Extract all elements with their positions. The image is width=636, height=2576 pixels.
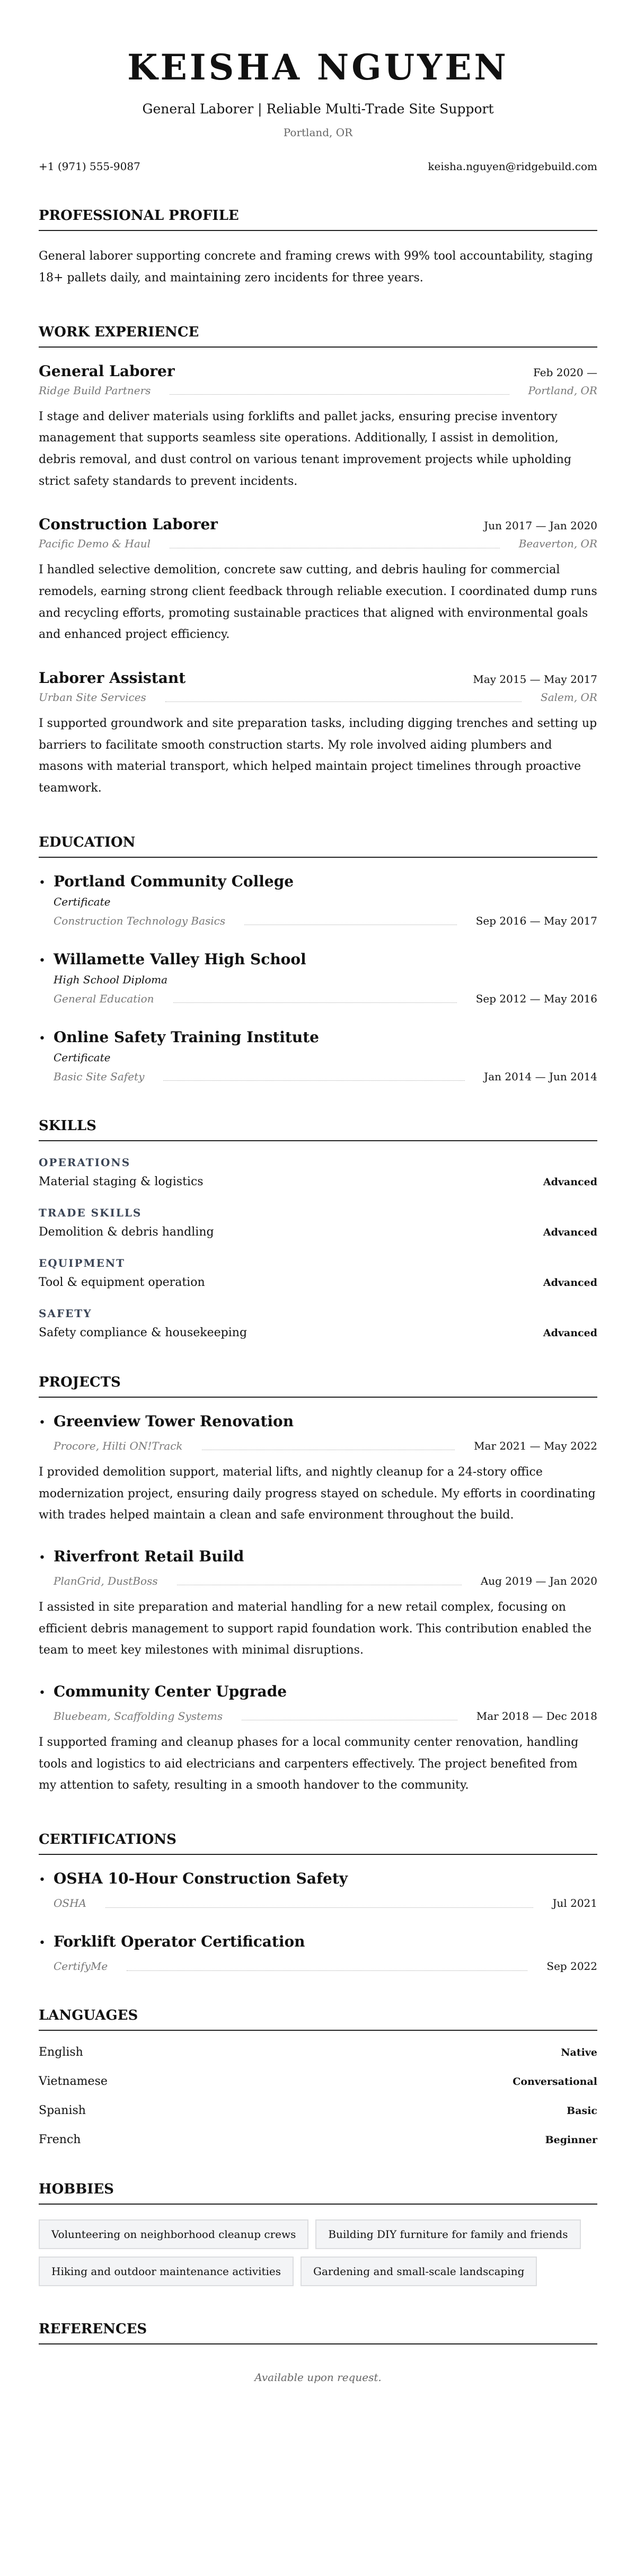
headline: General Laborer | Reliable Multi-Trade Site Support [142, 101, 494, 117]
project-name: Greenview Tower Renovation [54, 1412, 294, 1430]
skill-item [39, 1225, 597, 1239]
language-level: Conversational [513, 2076, 597, 2088]
project-tools: Bluebeam, Scaffolding Systems [54, 1709, 223, 1722]
dotted-leader [170, 394, 509, 395]
bullet-icon: • [39, 1551, 46, 1565]
bullet-icon: • [39, 954, 46, 967]
job-location: Beaverton, OR [518, 537, 597, 550]
hobby-tag: Hiking and outdoor maintenance activities [39, 2257, 294, 2286]
bullet-icon: • [39, 1937, 46, 1950]
bullet-icon: • [39, 1416, 46, 1429]
education-meta [54, 992, 597, 1005]
job-meta [39, 691, 597, 704]
skill-item [39, 1326, 597, 1339]
job-entry [39, 516, 597, 646]
project-name: Riverfront Retail Build [54, 1547, 244, 1565]
education-details [39, 973, 597, 1005]
field-of-study: General Education [54, 992, 154, 1005]
section-heading: EDUCATION [39, 834, 597, 858]
certification-header [39, 1870, 597, 1887]
language-item [39, 2075, 597, 2088]
hobby-tag: Volunteering on neighborhood cleanup crews [39, 2219, 308, 2249]
language-level: Basic [567, 2105, 597, 2117]
section-heading: SKILLS [39, 1118, 597, 1141]
language-name: Vietnamese [39, 2075, 108, 2088]
skill-item [39, 1175, 597, 1188]
skill-level: Advanced [543, 1327, 597, 1339]
company: Pacific Demo & Haul [39, 537, 151, 550]
candidate-name: KEISHA NGUYEN [127, 47, 509, 88]
education-entry [39, 1028, 597, 1083]
company: Ridge Build Partners [39, 384, 151, 397]
section-heading: HOBBIES [39, 2181, 597, 2205]
skill-item [39, 1276, 597, 1289]
education-details [39, 895, 597, 927]
bullet-icon: • [39, 1032, 46, 1045]
job-location: Portland, OR [528, 384, 597, 397]
skill-name: Safety compliance & housekeeping [39, 1326, 248, 1339]
contact-row [39, 160, 597, 173]
education-dates: Sep 2012 — May 2016 [475, 992, 597, 1005]
project-tools: PlanGrid, DustBoss [54, 1574, 158, 1587]
project-meta [39, 1710, 597, 1722]
hobby-tag: Gardening and small-scale landscaping [301, 2257, 537, 2286]
degree: Certificate [54, 895, 111, 908]
job-location: Salem, OR [541, 691, 597, 704]
project-entry [39, 1548, 597, 1662]
job-dates: Jun 2017 — Jan 2020 [484, 519, 597, 532]
education-section [39, 834, 597, 1083]
education-dates: Jan 2014 — Jun 2014 [484, 1070, 597, 1083]
skill-level: Advanced [543, 1176, 597, 1188]
hobbies-section [39, 2181, 597, 2286]
skill-category: TRADE SKILLS [39, 1206, 142, 1219]
profile-text: General laborer supporting concrete and framing crews with 99% tool accountability, staging 18+ pallets daily, and maintaining zero incidents for three years. [39, 250, 593, 285]
project-entry [39, 1413, 597, 1526]
project-dates: Aug 2019 — Jan 2020 [480, 1574, 597, 1587]
section-heading: WORK EXPERIENCE [39, 324, 597, 348]
certification-name: Forklift Operator Certification [54, 1933, 305, 1950]
job-description: I handled selective demolition, concrete saw cutting, and debris hauling for commercial remodels, earning strong client feedback through reliable execution. I coordinated dump runs and recycling efforts, promoting sustainable practices that aligned with environmental goals and enhanced project efficiency. [39, 563, 597, 642]
bullet-icon: • [39, 1873, 46, 1887]
dotted-leader [165, 701, 522, 702]
job-header [39, 362, 597, 380]
company: Urban Site Services [39, 691, 146, 704]
project-name: Community Center Upgrade [54, 1682, 287, 1700]
education-entry [39, 951, 597, 1005]
language-name: English [39, 2046, 83, 2059]
education-entry [39, 873, 597, 927]
job-dates: Feb 2020 — [533, 366, 597, 379]
education-details [39, 1051, 597, 1083]
references-text: Available upon request. [254, 2371, 382, 2384]
project-header [39, 1683, 597, 1700]
job-title: Construction Laborer [39, 516, 218, 534]
skills-section [39, 1118, 597, 1339]
project-dates: Mar 2018 — Dec 2018 [476, 1709, 597, 1722]
certification-name: OSHA 10-Hour Construction Safety [54, 1870, 348, 1887]
section-heading: PROFESSIONAL PROFILE [39, 208, 597, 231]
project-header [39, 1548, 597, 1565]
certification-entry [39, 1933, 597, 1973]
certification-header [39, 1933, 597, 1950]
language-name: Spanish [39, 2104, 86, 2117]
certification-meta [39, 1897, 597, 1909]
references-section [39, 2321, 597, 2384]
education-meta [54, 1070, 597, 1083]
project-description: I assisted in site preparation and material handling for a new retail complex, focusing on efficient debris management to support rapid foundation work. This contribution enabled the team to meet key milestones with minimal disruptions. [39, 1600, 591, 1657]
certification-issuer: CertifyMe [54, 1960, 108, 1973]
education-meta [54, 914, 597, 927]
certification-issuer: OSHA [54, 1897, 86, 1909]
job-entry [39, 362, 597, 493]
degree: High School Diploma [54, 973, 168, 986]
job-description: I supported groundwork and site preparation tasks, including digging trenches and setting up barriers to facilitate smooth construction starts. My role involved aiding plumbers and masons with material transport, which helped maintain project timelines through proactive teamwork. [39, 717, 597, 795]
project-dates: Mar 2021 — May 2022 [474, 1439, 597, 1452]
job-meta [39, 384, 597, 397]
dotted-leader [127, 1970, 527, 1971]
section-heading: CERTIFICATIONS [39, 1832, 597, 1855]
bullet-icon: • [39, 1686, 46, 1700]
job-meta [39, 537, 597, 550]
field-of-study: Basic Site Safety [54, 1070, 145, 1083]
dotted-leader [173, 1002, 457, 1003]
education-header [39, 951, 597, 968]
certification-date: Jul 2021 [552, 1897, 597, 1909]
skill-level: Advanced [543, 1276, 597, 1289]
skill-category: EQUIPMENT [39, 1256, 126, 1269]
degree: Certificate [54, 1051, 111, 1064]
certification-entry [39, 1870, 597, 1909]
school-name: Portland Community College [54, 872, 294, 890]
hobby-tag: Building DIY furniture for family and friends [315, 2219, 580, 2249]
school-name: Online Safety Training Institute [54, 1028, 319, 1046]
certifications-section [39, 1832, 597, 1973]
project-description: I supported framing and cleanup phases for a local community center renovation, handling tools and logistics to aid electricians and carpenters effectively. The project benefited from my attention to safety, resulting in a smooth handover to the community. [39, 1735, 579, 1792]
education-header [39, 1028, 597, 1046]
projects-section [39, 1374, 597, 1797]
certification-date: Sep 2022 [546, 1960, 597, 1973]
skill-name: Material staging & logistics [39, 1175, 204, 1188]
section-heading: LANGUAGES [39, 2007, 597, 2031]
email-link[interactable]: keisha.nguyen@ridgebuild.com [428, 160, 597, 173]
skill-category: OPERATIONS [39, 1156, 131, 1169]
location: Portland, OR [283, 126, 353, 139]
dotted-leader [105, 1907, 533, 1908]
language-name: French [39, 2133, 81, 2146]
skill-name: Demolition & debris handling [39, 1225, 214, 1239]
dotted-leader [163, 1080, 465, 1081]
bullet-icon: • [39, 876, 46, 890]
job-dates: May 2015 — May 2017 [473, 673, 597, 686]
job-header [39, 669, 597, 687]
language-item [39, 2046, 597, 2059]
project-entry [39, 1683, 597, 1797]
field-of-study: Construction Technology Basics [54, 914, 226, 927]
certification-meta [39, 1960, 597, 1973]
language-level: Beginner [545, 2134, 597, 2146]
job-title: Laborer Assistant [39, 669, 186, 687]
profile-section [39, 208, 597, 289]
skill-category: SAFETY [39, 1307, 92, 1320]
job-description: I stage and deliver materials using forklifts and pallet jacks, ensuring precise inventory management that supports seamless site operations. Additionally, I assist in demolition, debris removal, and dust control on various tenant improvement projects while upholding strict safety standards to prevent incidents. [39, 410, 572, 488]
project-tools: Procore, Hilti ON!Track [54, 1439, 183, 1452]
project-meta [39, 1575, 597, 1587]
skill-name: Tool & equipment operation [39, 1275, 205, 1289]
phone: +1 (971) 555-9087 [39, 160, 140, 173]
language-level: Native [561, 2047, 597, 2058]
language-item [39, 2133, 597, 2146]
language-item [39, 2104, 597, 2117]
project-meta [39, 1440, 597, 1452]
skill-level: Advanced [543, 1226, 597, 1238]
section-heading: PROJECTS [39, 1374, 597, 1398]
education-dates: Sep 2016 — May 2017 [475, 914, 597, 927]
job-entry [39, 669, 597, 800]
education-header [39, 873, 597, 890]
project-header [39, 1413, 597, 1430]
section-heading: REFERENCES [39, 2321, 597, 2344]
school-name: Willamette Valley High School [54, 950, 306, 968]
project-description: I provided demolition support, material lifts, and nightly cleanup for a 24-story office modernization project, ensuring daily progress stayed on schedule. My efforts in coordinating with trades helped maintain a clean and safe environment throughout the build. [39, 1465, 596, 1522]
experience-section [39, 324, 597, 800]
job-header [39, 516, 597, 533]
languages-section [39, 2007, 597, 2146]
job-title: General Laborer [39, 362, 175, 380]
